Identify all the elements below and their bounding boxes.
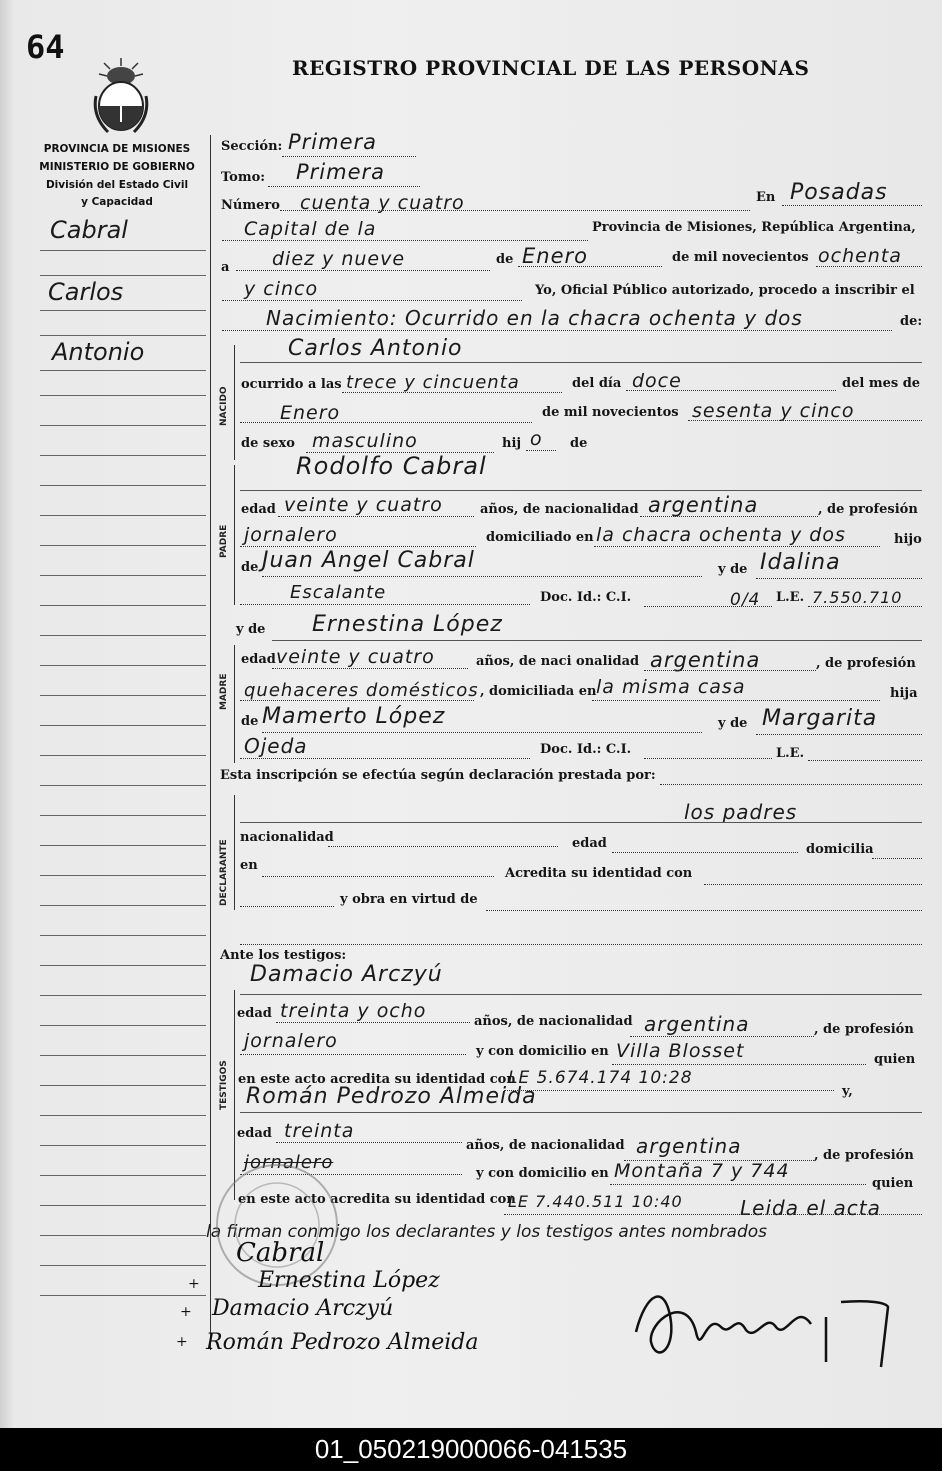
label-yo: Yo, Oficial Público autorizado, procedo a inscribir el [535,283,915,298]
value-abuela-pat-1: Idalina [760,550,841,575]
value-sexo: masculino [312,430,418,452]
value-lugar: Posadas [790,180,888,205]
ministry-line-1: PROVINCIA DE MISIONES [43,143,191,155]
label-provincia: Provincia de Misiones, República Argentina, [592,220,916,235]
label-profesion-madre: , de profesión [816,656,916,671]
cross-mark-1: + [188,1276,200,1292]
label-tomo: Tomo: [221,170,266,185]
value-madre-dom: la misma casa [596,676,746,698]
value-t1-nac: argentina [644,1012,750,1036]
value-mes-fecha: Enero [522,244,588,268]
page-title: REGISTRO PROVINCIAL DE LAS PERSONAS [292,56,810,80]
label-del-dia: del día [572,376,622,391]
document-id-footer: 01_050219000066-041535 [314,1434,628,1464]
value-anio-fecha-2: y cinco [244,278,319,300]
signature-damacio: Damacio Arczyú [212,1296,394,1321]
label-profesion-padre: , de profesión [818,502,918,517]
value-t1-edad: treinta y ocho [280,1000,427,1022]
label-nacionalidad-decl: nacionalidad [240,830,334,845]
value-madre-nac: argentina [650,648,761,672]
label-ocurrido: ocurrido a las [241,377,342,392]
value-declarante: los padres [684,800,798,824]
label-del-mes: del mes de [842,376,921,391]
label-le-padre: L.E. [776,590,805,605]
label-ante-testigos: Ante los testigos: [220,948,347,963]
value-padre: Rodolfo Cabral [296,452,487,480]
label-a: a [221,260,230,275]
label-de-sexo: de sexo [241,436,295,451]
signature-roman: Román Pedrozo Almeida [206,1330,479,1355]
cross-mark-2: + [180,1304,192,1320]
page-number: 64 [26,28,65,66]
signature-ernestina: Ernestina López [258,1268,440,1293]
label-anios-nac-t1: años, de nacionalidad [474,1014,633,1029]
label-edad-t2: edad [237,1126,272,1141]
margin-second-name: Antonio [52,338,145,366]
ministry-line-3: División del Estado Civil [45,179,189,191]
label-de-mil: de mil novecientos [672,250,809,265]
label-inscripcion: Esta inscripción se efectúa según declaración prestada por: [220,768,656,783]
label-domiciliado: domiciliado en [486,530,594,545]
value-t1-dom: Villa Blosset [616,1040,745,1062]
value-anio-fecha-1: ochenta [818,245,902,267]
label-quien-t1: quien [874,1052,916,1067]
label-acredita-t2: en este acto acredita su identidad con [238,1192,516,1207]
label-profesion-t2: , de profesión [814,1148,914,1163]
value-numero: cuenta y cuatro [300,192,465,214]
value-t2-nac: argentina [636,1134,742,1158]
value-abuela-pat-2: Escalante [290,582,387,603]
label-con-domicilio-t2: y con domicilio en [476,1166,609,1181]
value-abuela-mat-2: Ojeda [244,734,308,758]
label-y-de-pat: y de [718,562,748,577]
value-abuela-mat-1: Margarita [762,706,878,731]
value-anio: sesenta y cinco [692,400,855,422]
signature-cabral: Cabral [236,1238,325,1268]
label-de-colon: de: [900,314,923,329]
label-obra: y obra en virtud de [340,892,478,907]
label-anios-nac-t2: años, de nacionalidad [466,1138,625,1153]
label-y-de-mat: y de [718,716,748,731]
label-domiciliada: , domiciliada en [480,684,597,699]
ministry-line-4: y Capacidad [81,196,153,208]
value-padre-prof: jornalero [244,524,338,546]
label-hija: hija [890,686,918,701]
label-seccion: Sección: [221,139,283,154]
label-de-padre: de [570,436,588,451]
value-t1-doc: LE 5.674.174 10:28 [508,1068,693,1088]
label-anios-nac-padre: años, de nacionalidad [480,502,639,517]
label-edad-t1: edad [237,1006,272,1021]
side-label-padre: PADRE [219,524,229,558]
label-hijo: hijo [894,532,922,547]
label-le-madre: L.E. [776,746,805,761]
value-mes: Enero [280,402,341,424]
value-acto: Nacimiento: Ocurrido en la chacra ochenta y dos [266,306,803,330]
value-t2-edad: treinta [284,1120,355,1142]
value-t2-dom: Montaña 7 y 744 [614,1160,790,1182]
label-de-abuelo-mat: de [241,714,259,729]
label-anios-nac-madre: años, de naci onalidad [476,654,640,669]
label-de-mes: de [496,252,514,267]
label-acredita-t1: en este acto acredita su identidad con [238,1072,516,1087]
margin-surname: Cabral [50,216,128,244]
label-acredita-decl: Acredita su identidad con [505,866,693,881]
value-dia: doce [632,370,682,392]
value-padre-ci: 0/4 [730,590,761,610]
label-profesion-t1: , de profesión [814,1022,914,1037]
value-t2-prof: jornalero [244,1152,334,1173]
label-en: En [756,190,776,205]
side-label-nacido: NACIDO [219,386,229,426]
value-abuelo-pat: Juan Angel Cabral [262,548,475,573]
coat-of-arms-icon [88,56,154,136]
value-padre-dom: la chacra ochenta y dos [596,524,846,546]
value-padre-edad: veinte y cuatro [284,494,443,516]
label-edad-madre: edad [241,652,276,667]
label-edad-decl: edad [572,836,607,851]
value-hora: trece y cincuenta [346,372,520,393]
side-label-declarante: DECLARANTE [219,839,229,906]
value-capital: Capital de la [244,218,377,240]
value-hij-o: o [530,428,543,450]
official-signature-icon [626,1272,896,1382]
value-madre-edad: veinte y cuatro [276,646,435,668]
value-seccion: Primera [288,130,378,154]
side-label-madre: MADRE [219,673,229,710]
value-testigo2: Román Pedrozo Almeida [246,1084,537,1109]
value-abuelo-mat: Mamerto López [262,704,446,729]
label-domicilia-decl: domicilia [806,842,874,857]
label-edad-padre: edad [241,502,276,517]
label-en-decl: en [240,858,258,873]
cross-mark-3: + [176,1334,188,1350]
label-doc-id-padre: Doc. Id.: C.I. [540,590,632,605]
margin-first-name: Carlos [48,278,124,306]
value-t1-prof: jornalero [244,1030,338,1052]
value-nota-1: Leida el acta [740,1196,881,1220]
label-doc-id-madre: Doc. Id.: C.I. [540,742,632,757]
value-testigo1: Damacio Arczyú [250,962,443,987]
value-madre-prof: quehaceres domésticos [244,680,479,701]
label-con-domicilio-t1: y con domicilio en [476,1044,609,1059]
value-nombre: Carlos Antonio [288,336,463,361]
label-de-abuelo-pat: de [241,560,259,575]
ministry-line-2: MINISTERIO DE GOBIERNO [39,161,195,173]
value-nota-2: la firman conmigo los declarantes y los testigos antes nombrados [206,1222,767,1242]
label-quien-t2: quien [872,1176,914,1191]
label-numero: Número [221,198,280,213]
label-y-de-madre: y de [236,622,266,637]
value-padre-le: 7.550.710 [812,588,903,607]
value-padre-nac: argentina [648,493,759,517]
value-tomo: Primera [296,160,386,184]
label-hij: hij [502,436,522,451]
value-t2-doc: LE 7.440.511 10:40 [508,1192,683,1211]
value-madre: Ernestina López [312,612,503,637]
value-dia-fecha: diez y nueve [272,248,406,270]
label-de-mil-2: de mil novecientos [542,405,679,420]
label-y: y, [842,1084,853,1099]
side-label-testigos: TESTIGOS [219,1060,229,1110]
